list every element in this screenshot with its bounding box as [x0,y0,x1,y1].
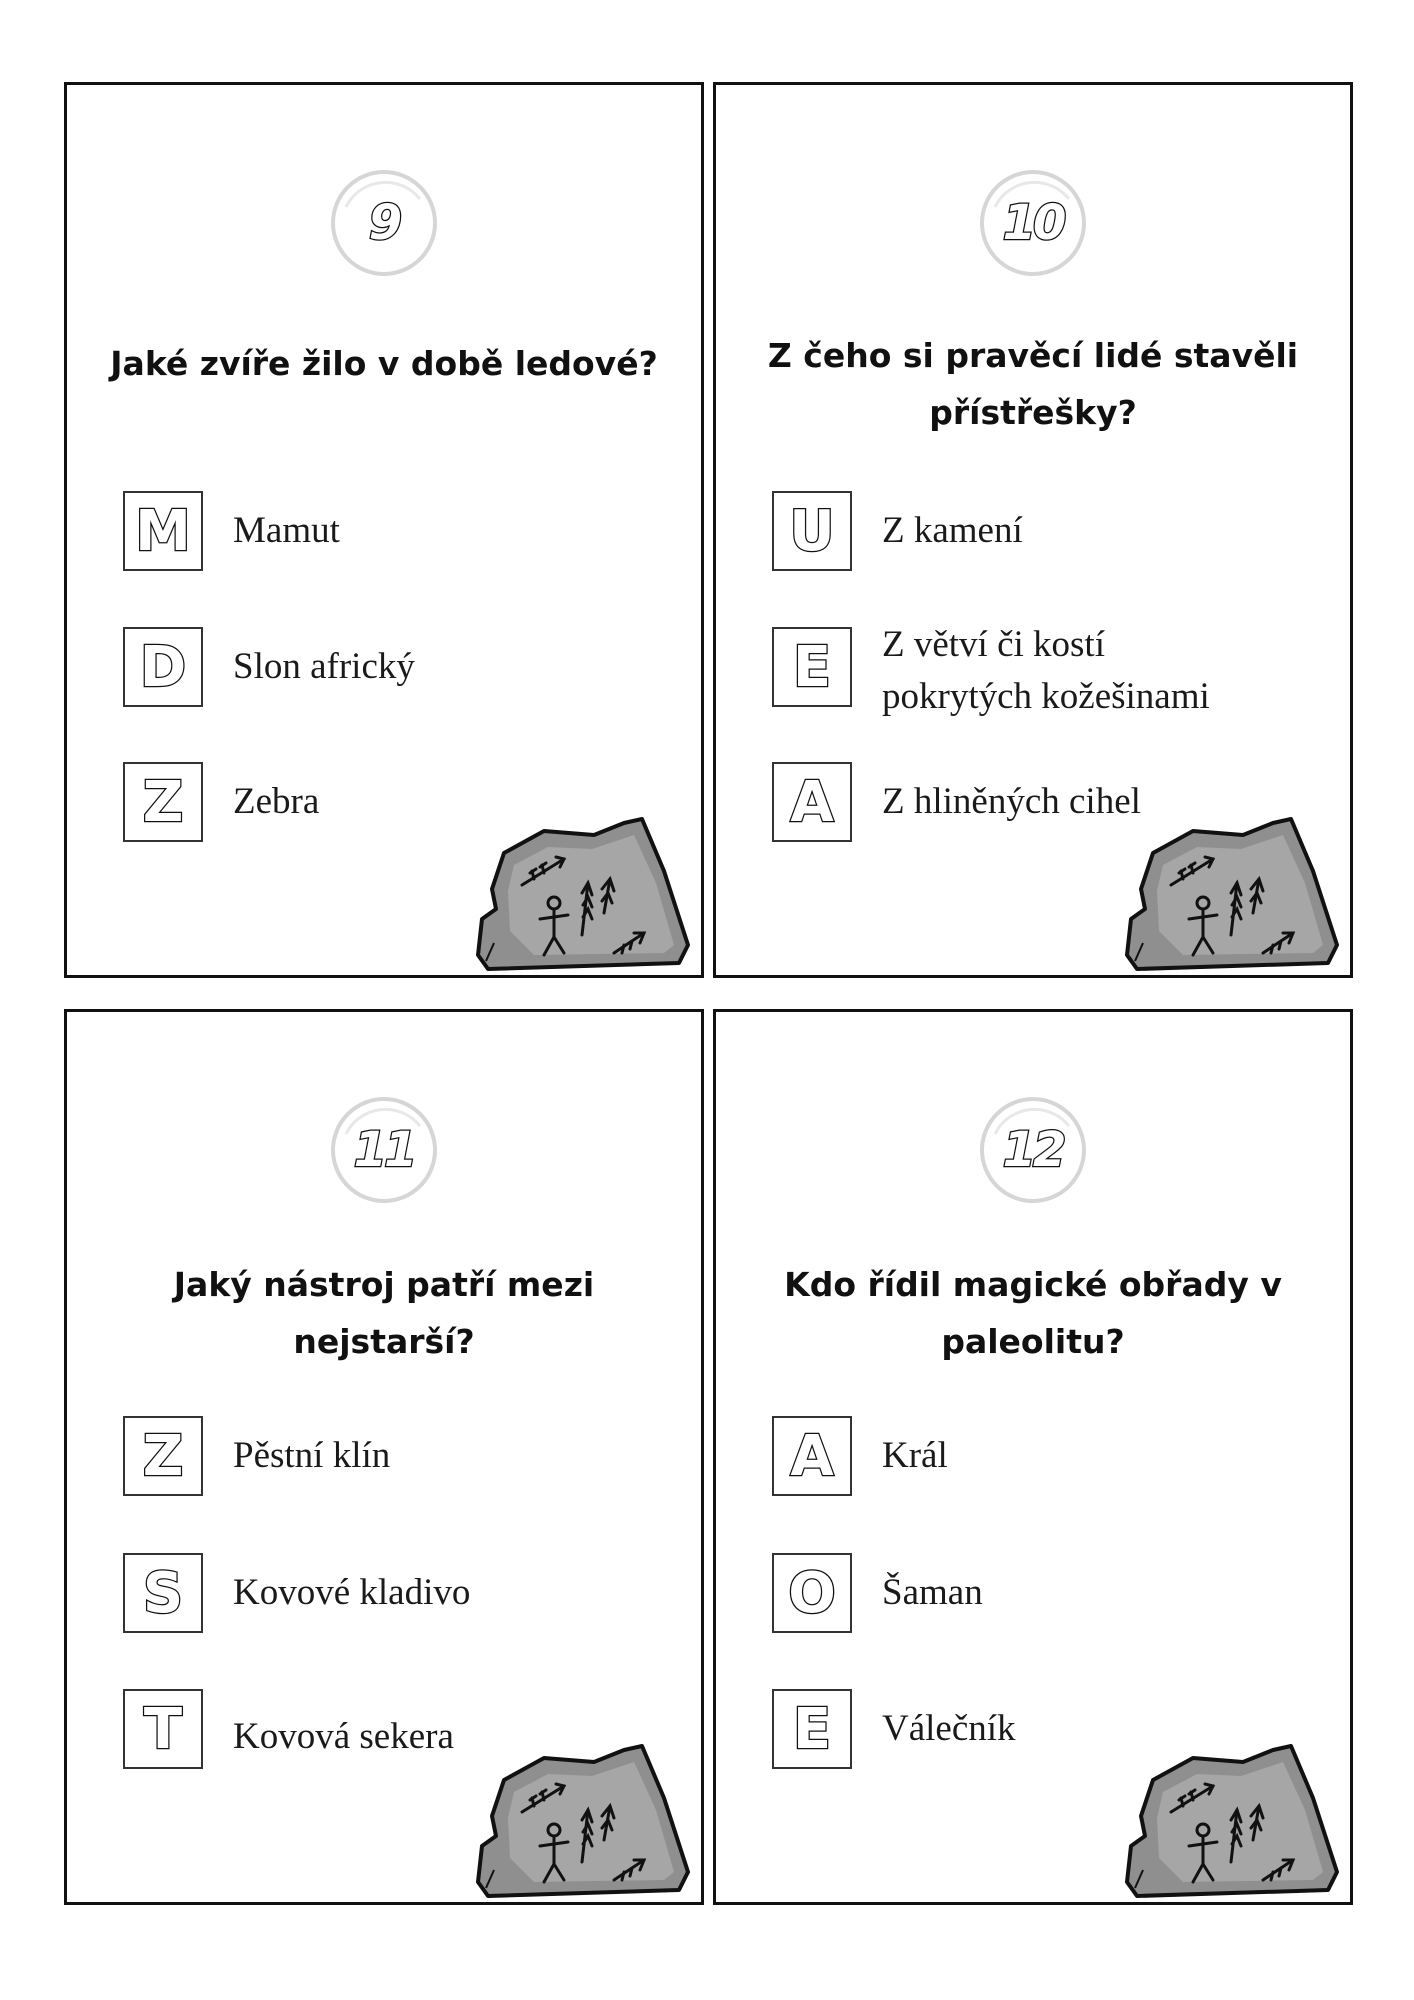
answer-text: Kovová sekera [233,1716,454,1757]
answer-option[interactable] [123,1553,681,1639]
answer-text: Pěstní klín [233,1435,391,1476]
answer-option[interactable] [772,1553,1330,1639]
answer-text: Šaman [882,1572,983,1613]
question-text: Jaké zvíře žilo v době ledové? [110,344,658,383]
answer-option[interactable] [772,1416,1330,1502]
answer-option[interactable] [123,627,681,713]
answer-text: Z kamení [882,510,1023,551]
answer-letter: M [123,491,203,571]
answer-letter: T [123,1689,203,1769]
cave-painting-rock-icon [474,813,699,973]
answer-text: Kovové kladivo [233,1572,471,1613]
cave-painting-rock-icon [474,1740,699,1900]
answer-text: Válečník [882,1708,1016,1749]
quiz-card [64,82,704,978]
number-ring-icon [328,1094,440,1206]
answer-text: Slon africký [233,646,415,687]
answer-option[interactable] [123,1416,681,1502]
answer-text: Z hliněných cihel [882,781,1141,822]
question-text: Jaký nástroj patří mezi nejstarší? [173,1265,595,1361]
cave-painting-rock-icon [1123,813,1348,973]
answer-letter: E [772,1689,852,1769]
answer-letter: O [772,1553,852,1633]
answer-option[interactable] [772,491,1330,577]
card-number: 11 [353,1122,415,1178]
answer-option[interactable] [772,624,1330,717]
quiz-card [64,1009,704,1905]
answer-letter: E [772,627,852,707]
answer-text: Zebra [233,781,320,822]
answer-letter: Z [123,762,203,842]
answer-letter: A [772,1416,852,1496]
answer-letter: D [123,627,203,707]
quiz-card [713,82,1353,978]
number-ring-icon [328,167,440,279]
answer-text: Z větví či kostí pokrytých kožešinami [882,624,1210,717]
number-ring-icon [977,167,1089,279]
card-number: 12 [1002,1122,1064,1178]
quiz-card [713,1009,1353,1905]
card-number: 10 [1002,195,1064,251]
answer-letter: U [772,491,852,571]
answer-letter: Z [123,1416,203,1496]
question-text: Z čeho si pravěcí lidé stavěli přístřešky? [767,336,1299,432]
cave-painting-rock-icon [1123,1740,1348,1900]
number-ring-icon [977,1094,1089,1206]
answer-text: Král [882,1435,948,1476]
answer-option[interactable] [123,491,681,577]
answer-letter: S [123,1553,203,1633]
card-number: 9 [368,195,400,251]
question-text: Kdo řídil magické obřady v paleolitu? [784,1265,1282,1361]
answer-text: Mamut [233,510,340,551]
answer-letter: A [772,762,852,842]
